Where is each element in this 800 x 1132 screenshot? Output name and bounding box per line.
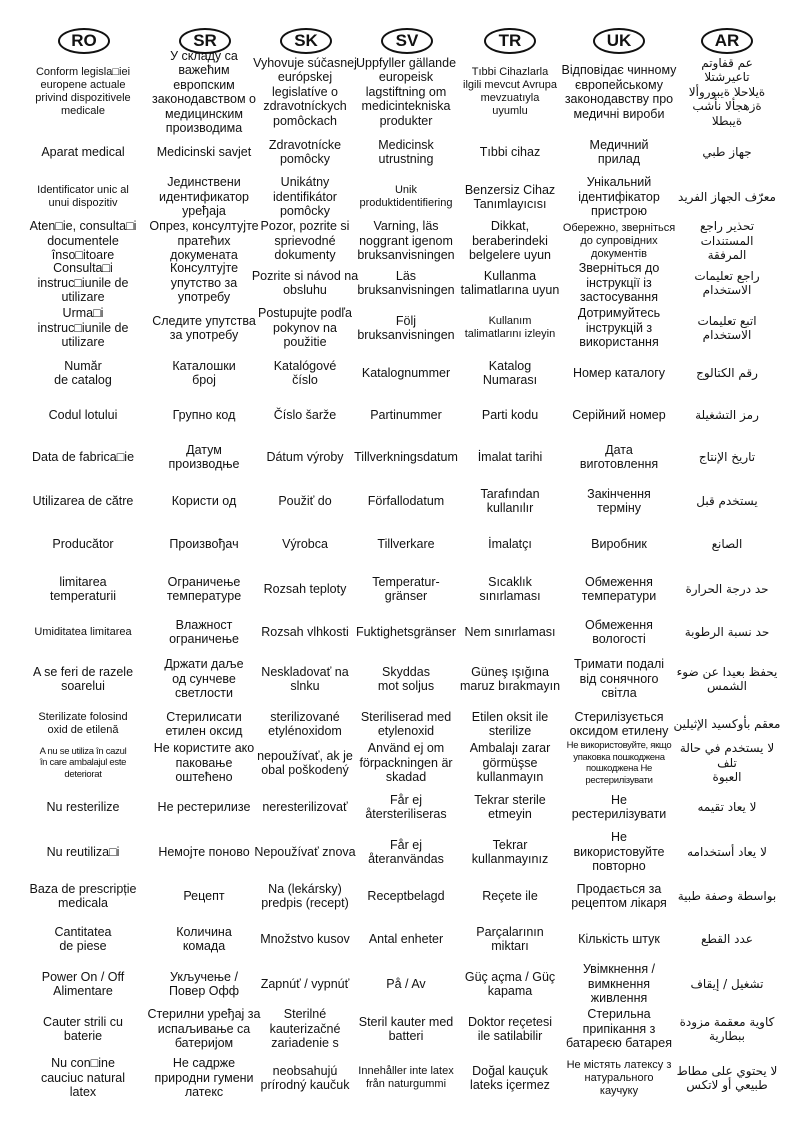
table-cell-ro: Aten□ie, consulta□i documentele înso□itoare: [29, 219, 137, 263]
table-cell-ar: معقم بأوكسيد الإثيلين: [673, 716, 781, 731]
table-cell-tr: Tekrar sterile etmeyin: [474, 792, 546, 821]
table-cell-sr: Medicinski savjet: [156, 144, 252, 159]
table-cell-ro: Nu resterilize: [46, 799, 120, 814]
table-cell-ro: Aparat medical: [41, 144, 125, 159]
table-cell-tr: Güneş ışığına maruz bırakmayın: [459, 664, 561, 693]
table-cell-ro: Cauter strili cu baterie: [43, 1014, 123, 1043]
table-cell-uk: Виробник: [591, 536, 647, 551]
table-cell-ar: جهاز طبي: [702, 144, 752, 159]
table-row: [0, 786, 800, 828]
table-cell-sk: Postupujte podľa pokynov na použitie: [258, 306, 352, 350]
table-cell-sr: Влажност ограничење: [169, 617, 239, 646]
table-cell-tr: Doğal kauçuk lateks içermez: [470, 1063, 550, 1092]
table-row: [0, 130, 800, 174]
table-cell-sv: Tillverkare: [377, 536, 435, 551]
language-header-uk: UK: [593, 28, 645, 54]
table-cell-ar: معرّف الجهاز الفريد: [678, 189, 776, 204]
table-cell-ar: عدد القطع: [701, 931, 753, 946]
table-cell-ro: Data de fabrica□ie: [31, 449, 135, 464]
table-cell-sr: Датум производње: [168, 442, 240, 471]
table-cell-sv: Varning, läs noggrant igenom bruksanvisningen: [357, 219, 455, 263]
table-cell-sk: Pozrite si návod na obsluhu: [251, 268, 359, 297]
table-cell-sr: Држати даље од сунчеве светлости: [164, 657, 244, 701]
table-cell-ro: Baza de prescripție medicala: [29, 881, 137, 910]
table-cell-sr: Групно код: [172, 407, 236, 422]
table-cell-tr: Ambalajı zarar görmüşse kullanmayın: [469, 741, 551, 785]
table-row: [0, 48, 800, 135]
table-cell-ar: عم قفاوتم تاعيرشتلا ةيلاحلا ةيبوروألا ةزهجألا نأشب ةيبطلا: [688, 55, 766, 128]
table-cell-sk: Číslo šarže: [273, 407, 337, 422]
table-cell-sv: Medicinsk utrustning: [378, 137, 434, 166]
table-row: [0, 918, 800, 960]
table-cell-ar: لا يعاد أستخدامه: [687, 844, 767, 859]
table-cell-sv: Tillverkningsdatum: [354, 449, 458, 464]
table-row: [0, 262, 800, 304]
table-cell-tr: Etilen oksit ile sterilize: [471, 709, 549, 738]
table-row: [0, 220, 800, 262]
table-cell-uk: Обмеження температури: [581, 574, 657, 603]
table-cell-sv: På / Av: [386, 976, 426, 991]
table-cell-tr: Benzersiz Cihaz Tanımlayıcısı: [464, 182, 556, 211]
table-row: [0, 436, 800, 478]
table-cell-tr: Katalog Numarası: [482, 358, 538, 387]
table-cell-tr: Doktor reçetesi ile satilabilir: [467, 1014, 553, 1043]
table-cell-ar: لا يعاد تقيمه: [697, 799, 757, 814]
table-cell-sr: Користи од: [171, 493, 237, 508]
table-cell-sv: Uppfyller gällande europeisk lagstiftning om medicintekniska produkter: [355, 55, 457, 128]
table-row: [0, 614, 800, 650]
table-cell-sr: Не садрже природни гумени латекс: [154, 1056, 254, 1100]
table-cell-sk: neresterilizovať: [262, 799, 348, 814]
table-cell-ar: لا يستخدم في حالة تلف العبوة: [679, 741, 775, 785]
table-cell-uk: Стерилізується оксидом етилену: [569, 709, 669, 738]
table-cell-ar: لا يحتوي على مطاط طبيعي أو لاتكس: [676, 1063, 778, 1092]
table-cell-ro: Power On / Off Alimentare: [41, 969, 125, 998]
table-cell-sr: Каталошки број: [172, 358, 236, 387]
table-cell-ro: Cantitatea de piese: [54, 924, 112, 953]
table-cell-sv: Läs bruksanvisningen: [357, 268, 455, 297]
table-cell-uk: Не використовуйте повторно: [573, 830, 665, 874]
table-cell-sr: Стерилисати етилен оксид: [165, 709, 243, 738]
table-cell-sv: Antal enheter: [368, 931, 444, 946]
table-cell-sk: Sterilné kauterizačné zariadenie s: [269, 1007, 341, 1051]
table-cell-ro: A se feri de razele soarelui: [32, 664, 134, 693]
table-row: [0, 1008, 800, 1050]
table-cell-sr: Опрез, консултујте пратећих докумената: [149, 219, 259, 263]
table-cell-ro: Consulta□i instruc□iunile de utilizare: [37, 261, 129, 305]
table-cell-ar: بواسطة وصفة طبية: [677, 888, 777, 903]
table-cell-sv: Temperatur- gränser: [372, 574, 440, 603]
table-row: [0, 830, 800, 874]
table-cell-ar: تاريخ الإنتاج: [698, 449, 756, 464]
table-cell-ro: Urma□i instruc□iunile de utilizare: [37, 306, 129, 350]
table-cell-sv: Innehåller inte latex från naturgummi: [358, 1065, 454, 1090]
table-cell-uk: Обмеження вологості: [585, 617, 653, 646]
table-cell-sk: Zdravotnícke pomôcky: [268, 137, 342, 166]
table-cell-sv: Unik produktidentifiering: [359, 184, 453, 209]
table-cell-ar: حد نسبة الرطوبة: [684, 624, 770, 639]
table-cell-ar: رقم الكتالوج: [696, 365, 758, 380]
table-cell-sv: Partinummer: [370, 407, 442, 422]
table-cell-uk: Серійний номер: [572, 407, 666, 422]
language-header-sv: SV: [381, 28, 433, 54]
table-cell-uk: Не використовуйте, якщо упаковка пошкоджена пошкоджена Не рестерилізувати: [566, 740, 672, 786]
table-cell-tr: İmalat tarihi: [477, 449, 543, 464]
table-cell-ar: راجع تعليمات الاستخدام: [694, 268, 760, 297]
table-cell-sr: Рецепт: [183, 888, 225, 903]
table-cell-sk: Výrobca: [282, 536, 328, 551]
table-cell-ro: Conform legisla□iei europene actuale privind dispozitivele medicale: [35, 66, 131, 117]
table-cell-ar: تحذير راجع المستندات المرفقة: [699, 219, 755, 263]
table-cell-sv: Skyddas mot soljus: [377, 664, 435, 693]
table-cell-sr: Јединствени идентификатор уређаја: [158, 175, 249, 219]
table-cell-sk: Unikátny identifikátor pomôcky: [273, 175, 337, 219]
table-cell-uk: Зверніться до інструкції із застосування: [578, 261, 660, 305]
table-cell-uk: Не рестерилізувати: [571, 792, 667, 821]
table-cell-ro: limitarea temperaturii: [50, 574, 116, 603]
table-cell-sr: Укључење / Повер Офф: [168, 969, 240, 998]
table-cell-sv: Receptbelagd: [367, 888, 445, 903]
table-row: [0, 876, 800, 916]
table-cell-ar: رمز التشغيلة: [695, 407, 759, 422]
table-cell-sk: Rozsah vlhkosti: [261, 624, 349, 639]
table-cell-tr: Dikkat, beraberindeki belgelere uyun: [468, 219, 551, 263]
table-cell-sr: Ограничење температуре: [166, 574, 242, 603]
table-cell-tr: Parti kodu: [481, 407, 539, 422]
table-cell-tr: Kullanım talimatlarını izleyin: [464, 315, 556, 340]
table-cell-sk: neobsahujú prírodný kaučuk: [260, 1063, 350, 1092]
table-cell-ro: Identificator unic al unui dispozitiv: [37, 184, 129, 209]
table-cell-sv: Följ bruksanvisningen: [357, 313, 455, 342]
table-cell-ro: Nu reutiliza□i: [46, 844, 120, 859]
table-cell-uk: Унікальний ідентифікатор пристрою: [578, 175, 660, 219]
table-cell-ro: Producător: [52, 536, 114, 551]
table-cell-tr: Kullanma talimatlarına uyun: [460, 268, 560, 297]
table-cell-sr: Консултујте упутство за употребу: [169, 261, 239, 305]
table-cell-ar: اتبع تعليمات الاستخدام: [697, 313, 757, 342]
table-row: [0, 524, 800, 564]
table-cell-ar: حد درجة الحرارة: [685, 581, 769, 596]
table-cell-tr: Tıbbi Cihazlarla ilgili mevcut Avrupa mevzuatıyla uyumlu: [463, 66, 557, 117]
table-cell-sr: У складу са важећим европским законодавством о медицинским производима: [151, 48, 257, 135]
table-cell-tr: Tıbbi cihaz: [479, 144, 541, 159]
table-cell-ar: يحفظ بعيدا عن ضوء الشمس: [676, 664, 778, 693]
table-cell-sr: Не користите ако паковање оштећено: [153, 741, 255, 785]
table-cell-ro: Nu con□ine cauciuc natural latex: [40, 1056, 126, 1100]
table-cell-sv: Fuktighetsgränser: [355, 624, 457, 639]
table-cell-sk: Použiť do: [278, 493, 332, 508]
table-row: [0, 176, 800, 218]
table-cell-uk: Номер каталогу: [572, 365, 666, 380]
language-header-tr: TR: [484, 28, 536, 54]
table-cell-uk: Увімкнення / вимкнення живлення: [582, 962, 656, 1006]
table-cell-sv: Får ej återsteriliseras: [365, 792, 447, 821]
table-cell-sk: Zapnúť / vypnúť: [260, 976, 350, 991]
table-cell-ro: Umiditatea limitarea: [34, 625, 132, 638]
table-cell-sk: Neskladovať na slnku: [261, 664, 349, 693]
table-row: [0, 566, 800, 612]
table-cell-tr: Tarafından kullanılır: [480, 486, 540, 515]
language-header-sk: SK: [280, 28, 332, 54]
table-cell-sk: Nepoužívať znova: [254, 844, 356, 859]
table-cell-ar: كاوية معقمة مزودة ببطارية: [679, 1014, 775, 1043]
language-header-ro: RO: [58, 28, 110, 54]
table-cell-sk: Dátum výroby: [266, 449, 344, 464]
language-header-row: [0, 28, 800, 58]
table-row: [0, 352, 800, 394]
table-row: [0, 742, 800, 784]
table-cell-tr: Reçete ile: [482, 888, 538, 903]
table-cell-ro: Sterilizate folosind oxid de etilenă: [38, 711, 128, 736]
table-cell-tr: Güç açma / Güç kapama: [464, 969, 556, 998]
table-row: [0, 962, 800, 1006]
table-cell-tr: İmalatçı: [488, 536, 532, 551]
table-cell-sk: Vyhovuje súčasnej európskej legislatíve o zdravotníckych pomôckach: [253, 55, 357, 128]
table-cell-uk: Стерильна припікання з батареєю батарея: [566, 1007, 672, 1051]
table-cell-uk: Медичний прилад: [589, 137, 649, 166]
table-cell-sk: Katalógové číslo: [273, 358, 337, 387]
table-cell-ar: يستخدم قبل: [696, 493, 758, 508]
table-cell-sr: Стерилни уређај за испаљивање са батеријом: [147, 1007, 261, 1051]
table-cell-uk: Дата виготовлення: [579, 442, 659, 471]
table-cell-ro: Utilizarea de către: [32, 493, 134, 508]
table-cell-sv: Steril kauter med batteri: [358, 1014, 454, 1043]
language-header-sr: SR: [179, 28, 231, 54]
table-cell-sv: Katalognummer: [361, 365, 451, 380]
table-cell-sr: Произвођач: [169, 536, 239, 551]
table-cell-uk: Кількість штук: [578, 931, 660, 946]
table-cell-ro: A nu se utiliza în cazul în care ambalajul este deteriorat: [39, 745, 127, 780]
table-cell-sr: Количина комада: [176, 924, 232, 953]
table-cell-uk: Тримати подалі від сонячного світла: [573, 657, 665, 701]
table-cell-sk: Pozor, pozrite si sprievodné dokumenty: [260, 219, 350, 263]
table-cell-tr: Sıcaklık sınırlaması: [479, 574, 541, 603]
table-cell-sr: Не рестерилизе: [157, 799, 251, 814]
table-cell-uk: Дотримуйтесь інструкцій з використання: [577, 306, 661, 350]
table-cell-tr: Tekrar kullanmayınız: [471, 837, 549, 866]
table-cell-uk: Обережно, зверніться до супровідних документів: [562, 221, 676, 260]
table-row: [0, 306, 800, 350]
table-cell-sk: Množstvo kusov: [260, 931, 350, 946]
table-row: [0, 708, 800, 740]
table-cell-ro: Număr de catalog: [54, 358, 112, 387]
table-cell-tr: Parçalarının miktarı: [476, 924, 544, 953]
table-cell-uk: Відповідає чинному європейському законодавству про медичні вироби: [561, 63, 677, 121]
table-cell-sr: Следите упутства за употребу: [152, 313, 256, 342]
table-cell-tr: Nem sınırlaması: [464, 624, 556, 639]
table-cell-uk: Продається за рецептом лікаря: [571, 881, 667, 910]
table-cell-sv: Förfallodatum: [367, 493, 445, 508]
table-cell-sv: Steriliserad med etylenoxid: [360, 709, 452, 738]
table-cell-sk: Na (lekársky) predpis (recept): [261, 881, 349, 910]
table-row: [0, 480, 800, 522]
table-cell-sv: Får ej återanvändas: [368, 837, 444, 866]
table-cell-uk: Не містять латексу з натурального каучуку: [566, 1058, 672, 1097]
table-cell-uk: Закінчення терміну: [587, 486, 651, 515]
table-cell-sv: Använd ej om förpackningen är skadad: [359, 741, 453, 785]
table-cell-sk: nepoužívať, ak je obal poškodený: [257, 748, 353, 777]
table-row: [0, 1050, 800, 1106]
table-cell-sk: Rozsah teploty: [263, 581, 347, 596]
table-cell-ar: الصانع: [711, 536, 743, 551]
language-header-ar: AR: [701, 28, 753, 54]
table-row: [0, 396, 800, 434]
table-row: [0, 652, 800, 706]
table-cell-ar: تشغيل / إيقاف: [690, 976, 764, 991]
table-cell-sk: sterilizované etylénoxidom: [268, 709, 342, 738]
table-cell-sr: Немојте поново: [158, 844, 250, 859]
table-cell-ro: Codul lotului: [48, 407, 118, 422]
